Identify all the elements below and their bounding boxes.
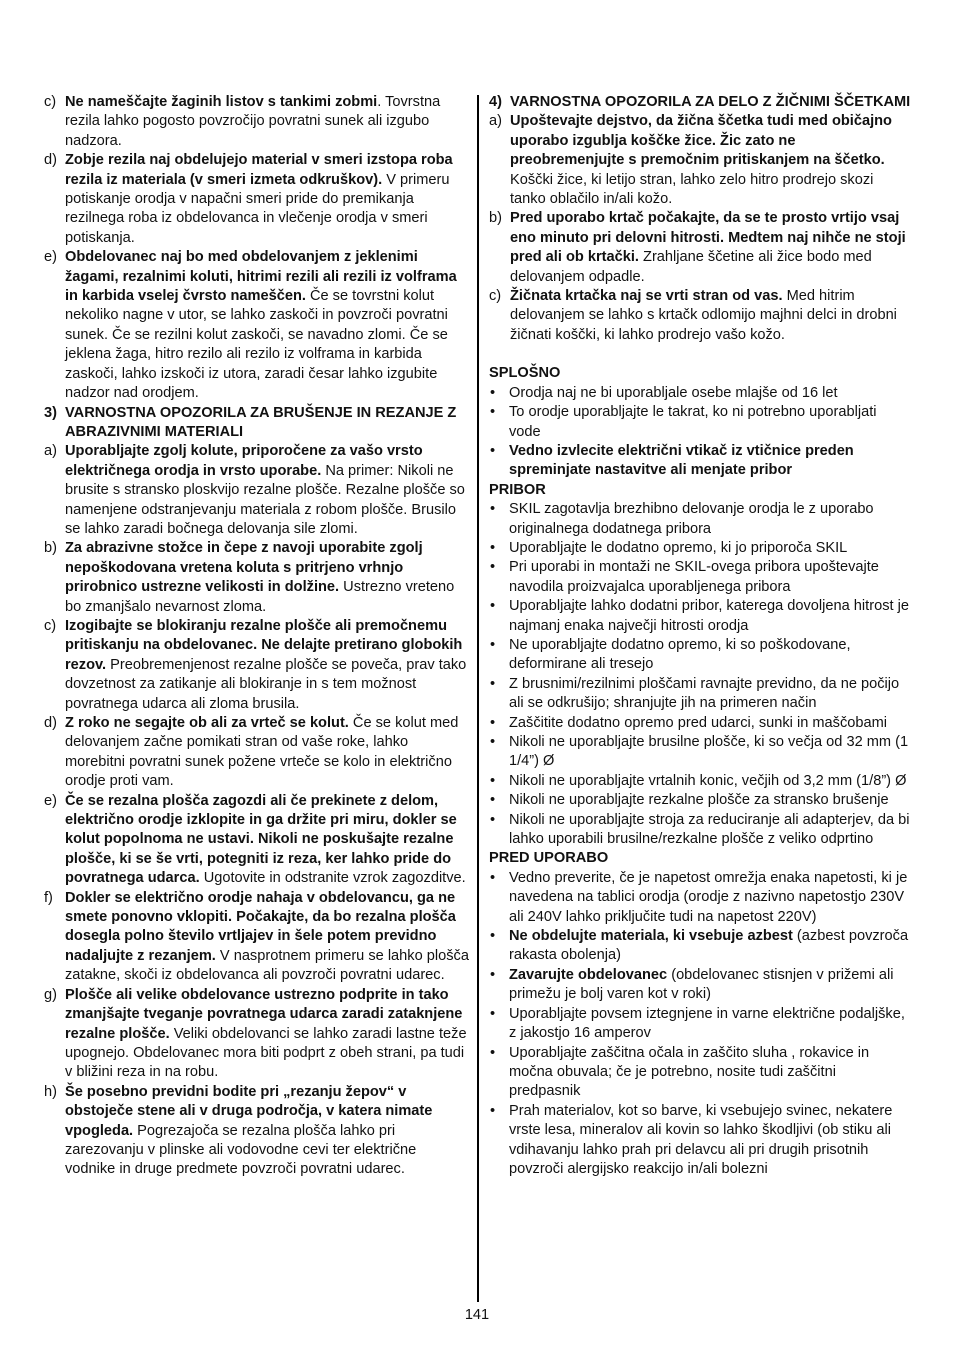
item-g3: g) Plošče ali velike obdelovance ustrezno podprite in tako zmanjšajte tveganje povratnega udarca zaradi zataknjene rezalne plošče. Veliki obdelovanci se lahko zaradi lastne teže upognejo. Obdelovanec mora biti podprt z obeh strani, pa tudi v bližini reza in na robu. [44,986,467,1081]
pribor-heading: PRIBOR [489,481,546,498]
pribor-bullet-5: • Ne uporabljajte dodatno opremo, ki so poškodovane, deformirane ali tresejo [489,636,911,675]
item-h3: h) Še posebno previdni bodite pri „rezanju žepov“ v obstoječe stene ali v druga področja, v katera nimate vpogleda. Pogrezajoča se rezalna plošča lahko pri zarezovanju v plinske ali vodovodne cevi ter električne vodnike in druge predmete povzroči povratni udarec. [44,1083,433,1178]
pred-bullet-2: • Ne obdelujte materiala, ki vsebuje azbest (azbest povzroča rakasta obolenja) [489,927,911,966]
splosno-heading: SPLOŠNO [489,365,561,382]
pred-uporabo-heading: PRED UPORABO [489,850,609,867]
pribor-bullet-4: • Uporabljajte lahko dodatni pribor, katerega dovoljena hitrost je najmanj enaka največji hitrosti orodja [489,597,911,636]
item-b3: b) Za abrazivne stožce in čepe z navoji uporabite zgolj nepoškodovana vretena koluta s pritrjeno vrhnjo prirobnico ustrezne velikosti in dolžine. Ustrezno vreteno bo zmanjšalo nevarnost zloma. [44,540,455,615]
section-4-heading: 4) VARNOSTNA OPOZORILA ZA DELO Z ŽIČNIMI ŠČETKAMI [489,94,911,110]
item-b4: b) Pred uporabo krtač počakajte, da se te prosto vrtijo vsaj eno minuto pri delovni hitrosti. Medtem naj nihče ne stoji pred ali ob krtački. Zrahljane ščetine ali žice bodo med delovanjem odpadle. [489,210,906,285]
pribor-bullet-1: • SKIL zagotavlja brezhibno delovanje orodja le z uporabo originalnega dodatnega pribora [489,500,911,539]
pred-bullet-5: • Uporabljajte zaščitna očala in zaščito sluha , rokavice in močna obuvala; če je potrebno, nosite tudi zaščitni predpasnik [489,1044,911,1102]
right-column [489,93,911,1179]
pribor-bullet-7: • Zaščitite dodatno opremo pred udarci, sunki in maščobami [489,714,911,733]
pribor-bullet-6: • Z brusnimi/rezilnimi ploščami ravnajte previdno, da ne počijo ali se odkrušijo; shranjujte jih na primeren način [489,675,911,714]
page-number: 141 [464,1307,490,1323]
pribor-bullet-10: • Nikoli ne uporabljajte rezkalne plošče za stransko brušenje [489,791,911,810]
section-3-heading: 3) VARNOSTNA OPOZORILA ZA BRUŠENJE IN REZANJE Z ABRAZIVNIMI MATERIALI [44,404,457,440]
item-f3: f) Dokler se električno orodje nahaja v obdelovancu, ga ne smete ponovno vklopiti. Počakajte, da bo rezalna plošča dosegla polno število vrtljajev in šele potem previdno nadaljujte z rezanjem. V nasprotnem primeru se lahko plošča zatakne, skoči iz obdelovanca ali povzroči povratni udarec. [44,889,469,984]
item-c1: c) Ne nameščajte žaginih listov s tankimi zobmi. Tovrstna rezila lahko pogosto povzročijo povratni sunek ali izgubo nadzora. [44,94,441,149]
column-divider [477,95,479,1302]
pribor-bullet-9: • Nikoli ne uporabljajte vrtalnih konic, večjih od 3,2 mm (1/8”) Ø [489,772,911,791]
pribor-bullet-2: • Uporabljajte le dodatno opremo, ki jo priporoča SKIL [489,539,911,558]
pribor-bullet-3: • Pri uporabi in montaži ne SKIL-ovega pribora upoštevajte navodila proizvajalca uporabljenega pribora [489,558,911,597]
splosno-bullet-2: • To orodje uporabljajte le takrat, ko ni potrebno uporabljati vode [489,403,911,442]
item-d1: d) Zobje rezila naj obdelujejo material v smeri izstopa roba rezila iz materiala (v smeri izmeta odkruškov). V primeru potiskanje orodja v napačni smeri pride do premikanja rezilnega roba iz obdelovanca in vlečenje orodja v smeri potiskanja. [44,152,453,246]
item-e1: e) Obdelovanec naj bo med obdelovanjem z jeklenimi žagami, rezalnimi koluti, hitrimi rezili ali rezili iz volframa in karbida vselej čvrsto nameščen. Če se tovrstni kolut nekoliko nagne v utor, se lahko zaskoči in povzroči povratni sunek. Če se rezilni kolut zaskoči, se navadno zlomi. Če se jeklena žaga, hitro rezilo ali rezilo iz volframa in karbida zaskoči, lahko izskoči iz utora, zaradi česar lahko izgubite nadzor nad orodjem. [44,249,457,402]
item-c4: c) Žičnata krtačka naj se vrti stran od vas. Med hitrim delovanjem se lahko s krtačk odlomijo majhni delci in drobni žičnati koščki, ki lahko prodrejo vašo kožo. [489,288,897,343]
item-d3: d) Z roko ne segajte ob ali za vrteč se kolut. Če se kolut med delovanjem začne pomikati stran od vaše roke, lahko morebitni povratni sunek požene vrteče se kolo in električno orodje proti vam. [44,715,459,790]
pred-bullet-6: • Prah materialov, kot so barve, ki vsebujejo svinec, nekatere vrste lesa, mineralov ali kovin so lahko škodljivi (ob stiku ali vdihavanju lahko prah pri delavcu ali pri drugih prisotnih povzroči alergijsko reakcijo in/ali bolezni [489,1102,911,1180]
pribor-bullet-11: • Nikoli ne uporabljajte stroja za reduciranje ali adapterjev, da bi lahko uporabili brusilne/rezkalne plošče z veliko odprtino [489,811,911,850]
pred-bullet-1: • Vedno preverite, če je napetost omrežja enaka napetosti, ki je navedena na tablici orodja (orodje z nazivno napetostjo 230V ali 240V lahko priključite tudi na napetost 220V) [489,869,911,927]
pribor-bullet-8: • Nikoli ne uporabljajte brusilne plošče, ki so večja od 32 mm (1 1/4”) Ø [489,733,911,772]
item-a4: a) Upoštevajte dejstvo, da žična ščetka tudi med običajno uporabo izgublja koščke žice. Žic zato ne preobremenjujte s premočnim pritiskanjem na ščetko. Koščki žice, ki letijo stran, lahko zelo hitro prodrejo skozi tanko oblačilo in/ali kožo. [489,113,892,208]
splosno-bullet-3: • Vedno izvlecite električni vtikač iz vtičnice preden spreminjate nastavitve ali menjate pribor [489,442,911,481]
left-column [44,93,470,1180]
pred-bullet-4: • Uporabljajte povsem iztegnjene in varne električne podaljške, z jakostjo 16 amperov [489,1005,911,1044]
splosno-bullet-1: • Orodja naj ne bi uporabljale osebe mlajše od 16 let [489,384,911,403]
item-a3: a) Uporabljajte zgolj kolute, priporočene za vašo vrsto električnega orodja in vrsto uporabe. Na primer: Nikoli ne brusite s stransko ploskvijo rezalne plošče. Rezalne plošče so namenjene odstranjevanju materiala z robom plošče. Brusilo se lahko zaradi bočnega delovanja sile zlomi. [44,443,465,537]
spacer [489,345,911,364]
item-c3: c) Izogibajte se blokiranju rezalne plošče ali premočnemu pritiskanju na obdelovanec. Ne delajte pretirano globokih rezov. Preobremenjenost rezalne plošče se poveča, prav tako dovzetnost za zatikanje ali blokiranje in s tem možnost povratnega udarca ali zloma brusila. [44,617,467,712]
pred-bullet-3: • Zavarujte obdelovanec (obdelovanec stisnjen v prižemi ali primežu je bolj varen kot v roki) [489,966,911,1005]
item-e3: e) Če se rezalna plošča zagozdi ali če prekinete z delom, električno orodje izklopite in ga držite pri miru, dokler se kolut popolnoma ne ustavi. Nikoli ne poskušajte rezalne plošče, ki se še vrti, potegniti iz reza, ker lahko pride do povratnega udarca. Ugotovite in odstranite vzrok zagozditve. [44,792,466,887]
